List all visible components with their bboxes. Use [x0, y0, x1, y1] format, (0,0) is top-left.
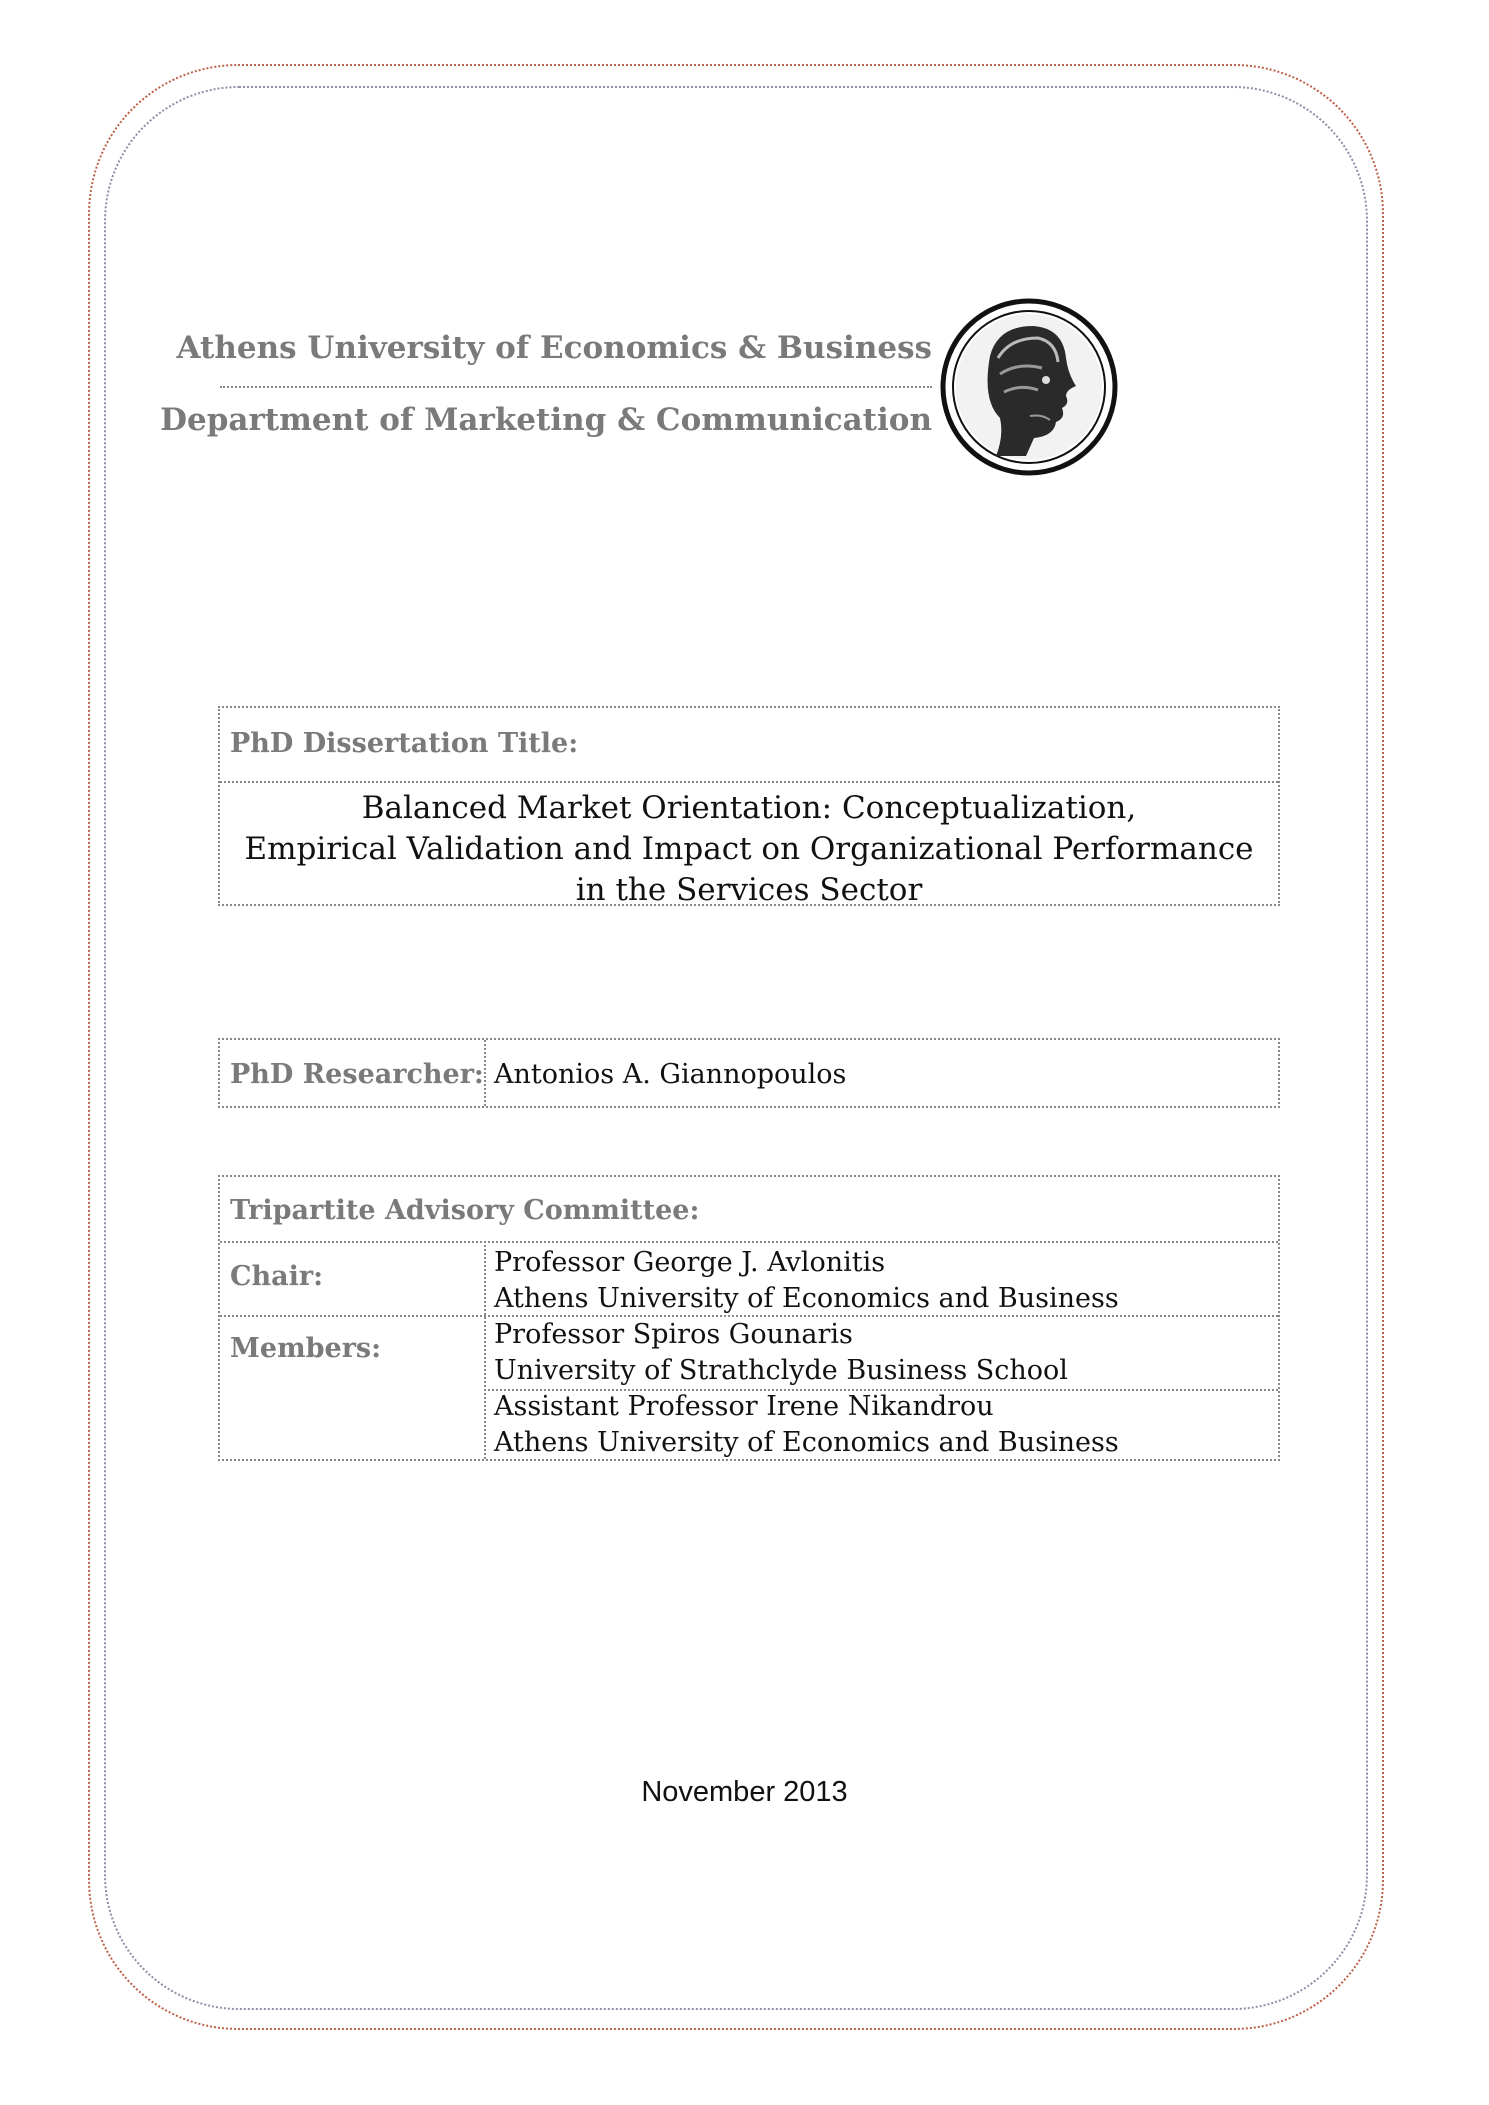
- dissertation-title-line: Balanced Market Orientation: Conceptualization,: [361, 790, 1137, 826]
- member-name: Professor Spiros Gounaris: [494, 1319, 853, 1350]
- researcher-label: PhD Researcher:: [230, 1059, 484, 1090]
- member-name: Assistant Professor Irene Nikandrou: [494, 1391, 994, 1422]
- chair-label: Chair:: [230, 1261, 324, 1292]
- title-box-divider: [220, 781, 1278, 783]
- submission-date: November 2013: [641, 1776, 848, 1808]
- department-name: Department of Marketing & Communication: [160, 402, 932, 438]
- dissertation-title-line: in the Services Sector: [575, 872, 923, 908]
- chair-name: Professor George J. Avlonitis: [494, 1247, 886, 1278]
- member-affiliation: Athens University of Economics and Business: [494, 1427, 1119, 1458]
- university-name: Athens University of Economics & Business: [176, 330, 932, 366]
- researcher-divider: [484, 1040, 486, 1106]
- member-entry: [494, 1389, 1119, 1461]
- member-entry: [494, 1317, 1068, 1389]
- researcher-box: [218, 1038, 1280, 1108]
- committee-divider: [220, 1241, 1278, 1243]
- dissertation-title-box: [218, 706, 1280, 906]
- members-label: Members:: [230, 1333, 382, 1364]
- committee-heading: Tripartite Advisory Committee:: [230, 1195, 700, 1226]
- chair-affiliation: Athens University of Economics and Business: [494, 1283, 1119, 1314]
- advisory-committee-box: [218, 1175, 1280, 1461]
- dissertation-title-line: Empirical Validation and Impact on Organizational Performance: [244, 831, 1254, 867]
- member-affiliation: University of Strathclyde Business School: [494, 1355, 1068, 1386]
- committee-column-divider: [484, 1241, 486, 1459]
- dissertation-title-label: PhD Dissertation Title:: [230, 728, 579, 759]
- university-seal-icon: [938, 296, 1120, 478]
- dissertation-title: [220, 788, 1278, 911]
- chair-entry: [494, 1245, 1119, 1317]
- researcher-name: Antonios A. Giannopoulos: [494, 1059, 847, 1090]
- header-divider: [220, 386, 932, 388]
